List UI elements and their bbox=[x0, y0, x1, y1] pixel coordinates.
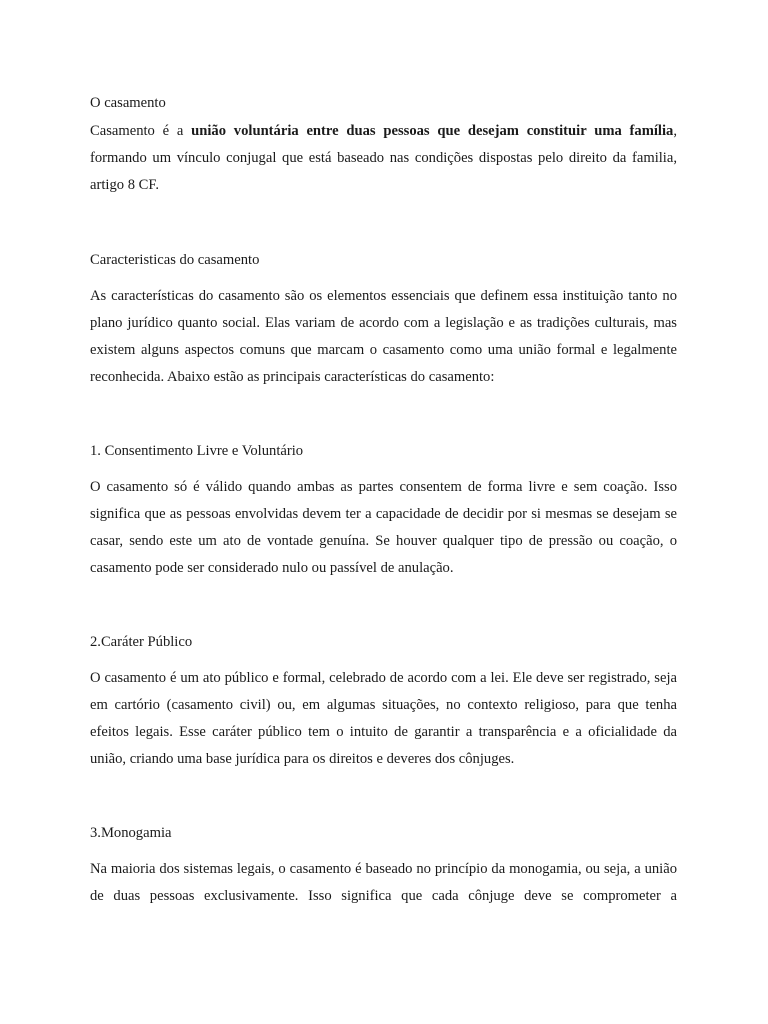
paragraph-definition-lead: Casamento é a bbox=[90, 123, 192, 139]
section-heading-caracteristicas: Caracteristicas do casamento bbox=[90, 252, 260, 268]
paragraph-carater-publico: O casamento é um ato público e formal, celebrado de acordo com a lei. Ele deve ser registrado, seja em cartório (casamento civil) ou, em algumas situações, no contexto religioso, para que tenha efeitos legais. Esse caráter público tem o intuito de garantir a transparência e a oficialidade da união, criando uma base jurídica para os direitos e deveres dos cônjuges. bbox=[90, 670, 677, 767]
paragraph-caracteristicas: As características do casamento são os elementos essenciais que definem essa instituição tanto no plano jurídico quanto social. Elas variam de acordo com a legislação e as tradições culturais, mas existem alguns aspectos comuns que marcam o casamento como uma união formal e legalmente reconhecida. Abaixo estão as principais características do casamento: bbox=[90, 288, 677, 385]
section-heading-consentimento: 1. Consentimento Livre e Voluntário bbox=[90, 443, 304, 459]
paragraph-consentimento: O casamento só é válido quando ambas as partes consentem de forma livre e sem coação. Isso significa que as pessoas envolvidas devem ter a capacidade de decidir por si mesmas se desejam se casar, sendo este um ato de vontade genuína. Se houver qualquer tipo de pressão ou coação, o casamento pode ser considerado nulo ou passível de anulação. bbox=[90, 479, 677, 576]
section-heading-o-casamento: O casamento bbox=[90, 95, 166, 111]
paragraph-definition-rest: , formando um vínculo conjugal que está baseado nas condições dispostas pelo direito da familia, artigo 8 CF. bbox=[90, 123, 677, 193]
paragraph-definition-bold: união voluntária entre duas pessoas que desejam constituir uma família bbox=[191, 123, 674, 139]
section-heading-monogamia: 3.Monogamia bbox=[90, 825, 172, 841]
section-heading-carater-publico: 2.Caráter Público bbox=[90, 634, 193, 650]
paragraph-definition bbox=[90, 118, 677, 199]
paragraph-monogamia: Na maioria dos sistemas legais, o casamento é baseado no princípio da monogamia, ou seja, a união de duas pessoas exclusivamente. Isso significa que cada cônjuge deve se comprometer a bbox=[90, 861, 677, 904]
